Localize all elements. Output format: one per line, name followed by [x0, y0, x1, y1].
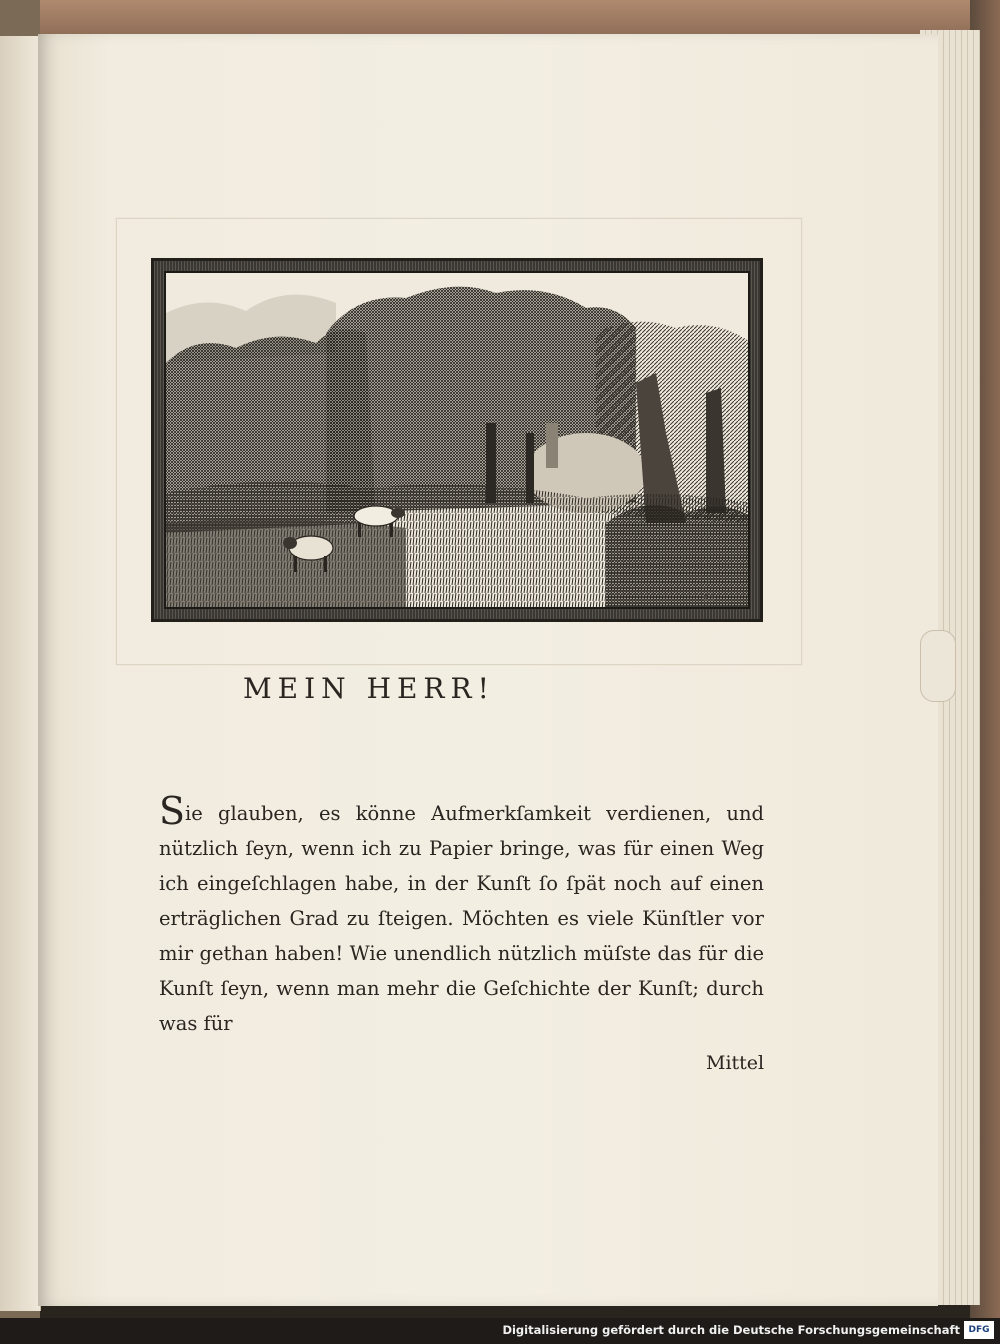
- body-paragraph: [159, 789, 764, 1041]
- dfg-logo-icon[interactable]: DFG: [964, 1321, 994, 1339]
- page-tab: [920, 630, 956, 702]
- initial-letter: S: [159, 789, 186, 833]
- book-cover-top: [0, 0, 1000, 38]
- forest-engraving: [164, 271, 750, 609]
- page-heading: MEIN HERR!: [243, 672, 495, 705]
- forest-scene-illustration: [166, 273, 750, 609]
- engraving-frame: [151, 258, 763, 622]
- left-page-edge: [0, 36, 41, 1311]
- footer-credit: Digitalisierung gefördert durch die Deutsche Forschungsgemeinschaft: [502, 1323, 960, 1337]
- catchword: Mittel: [706, 1052, 765, 1074]
- plate-number: 43.: [703, 594, 719, 603]
- body-text: ie glauben, es könne Aufmerkſamkeit verdienen, und nützlich ſeyn, wenn ich zu Papier bringe, was für einen Weg ich eingeſchlagen habe, in der Kunſt ſo ſpät noch auf einen erträglichen Grad zu ſteigen. Möchten es viele Künſtler vor mir gethan haben! Wie unendlich nützlich müſste das für die Kunſt ſeyn, wenn man mehr die Geſchichte der Kunſt; durch was für: [159, 802, 764, 1035]
